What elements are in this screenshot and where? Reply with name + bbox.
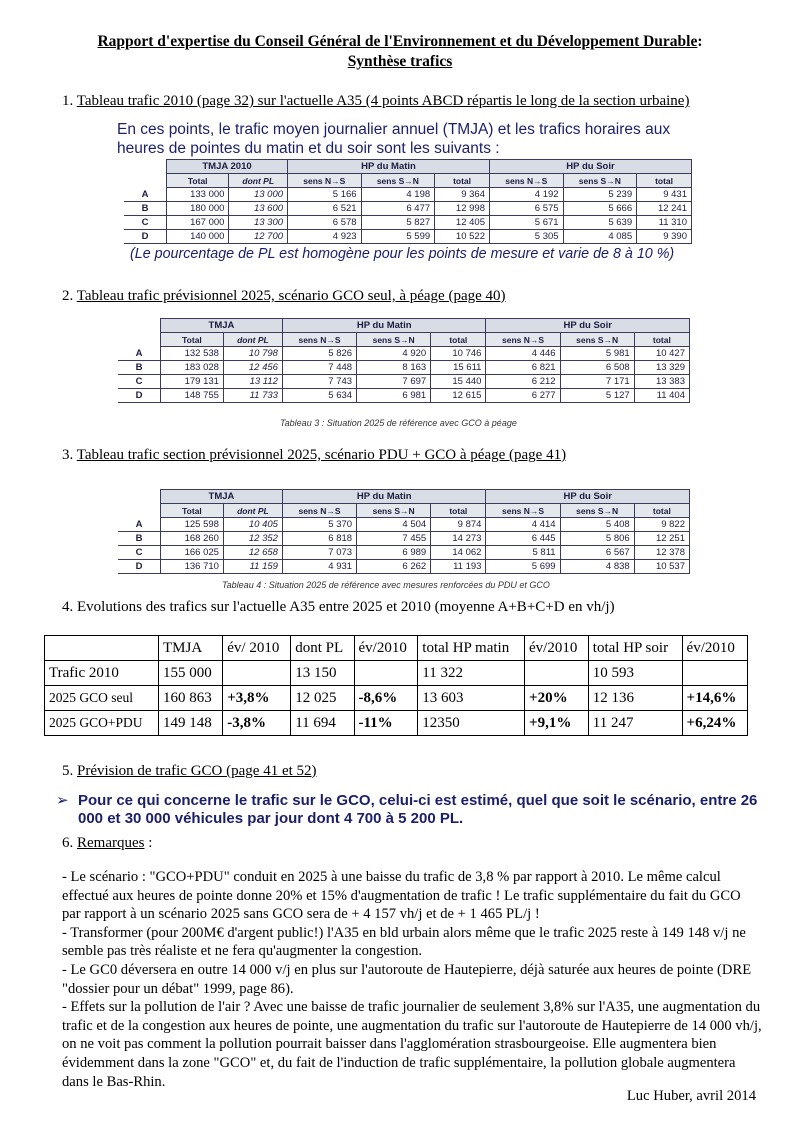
table-row — [45, 711, 748, 736]
sub-header: dont PL — [223, 504, 282, 518]
section4-heading: 4. Evolutions des trafics sur l'actuelle A35 entre 2025 et 2010 (moyenne A+B+C+D en vh/j) — [62, 599, 615, 615]
table-cell: 13 600 — [229, 202, 288, 216]
table-cell: 2025 GCO seul — [45, 686, 159, 711]
table-cell: 6 989 — [357, 546, 431, 560]
table-cell: 167 000 — [167, 216, 229, 230]
table-cell: 10 427 — [634, 347, 689, 361]
table-cell: 4 838 — [560, 560, 634, 574]
header-cell: év/2010 — [525, 636, 589, 661]
sub-header: dont PL — [229, 174, 288, 188]
gco-forecast-text: Pour ce qui concerne le trafic sur le GCO, celui-ci est estimé, quel que soit le scénario, entre 26 000 et 30 000 véhicules par jour dont 4 700 à 5 200 PL. — [78, 792, 758, 827]
sub-header: sens S→N — [361, 174, 435, 188]
table-cell: 6 981 — [357, 389, 431, 403]
table-cell: 7 073 — [282, 546, 356, 560]
table-cell: 14 062 — [431, 546, 486, 560]
section6-title: Remarques — [77, 835, 145, 851]
table-cell: 5 634 — [282, 389, 356, 403]
table-cell: +3,8% — [223, 686, 291, 711]
table-cell: 125 598 — [161, 518, 224, 532]
section1-heading — [62, 92, 689, 111]
table-cell: 149 148 — [159, 711, 223, 736]
table-cell: 5 671 — [489, 216, 563, 230]
table-row — [124, 188, 692, 202]
sub-header-row — [118, 504, 690, 518]
table-cell: 11 404 — [634, 389, 689, 403]
section3-title: Tableau trafic section prévisionnel 2025, scénario PDU + GCO à péage (page 41) — [76, 447, 567, 463]
table-row — [118, 347, 690, 361]
section5-heading — [62, 762, 317, 781]
corner-cell — [118, 333, 161, 347]
table-cell: 7 455 — [357, 532, 431, 546]
title-colon: : — [697, 33, 703, 50]
section6-colon: : — [144, 835, 153, 851]
remark-paragraph: - Effets sur la pollution de l'air ? Avec une baisse de trafic journalier de seulement 3,8% sur l'A35, une augmentation du trafic et de la congestion aux heures de pointe, une augmentation du trafic sur l'autoroute de Hautepierre de 14 000 vh/j, on ne voit pas comment la pollution pourrait baisser dans l'agglomération strasbourgeoise. Elle augmentera bien évidemment dans la zone "GCO" et, du fait de l'induction de trafic supplémentaire, la pollution globale augmentera dans le Bas-Rhin. — [62, 999, 762, 1090]
table-cell: -8,6% — [354, 686, 418, 711]
header-cell: total HP soir — [588, 636, 682, 661]
row-label: C — [124, 216, 167, 230]
header-row — [45, 636, 748, 661]
header-cell: év/2010 — [354, 636, 418, 661]
table-cell: 179 131 — [161, 375, 224, 389]
sub-header: total — [634, 504, 689, 518]
group-header: TMJA — [161, 319, 283, 333]
group-header: HP du Matin — [282, 319, 486, 333]
table-cell: 10 522 — [435, 230, 490, 244]
table-cell: 4 192 — [489, 188, 563, 202]
corner-cell — [118, 319, 161, 333]
table-cell: 5 408 — [560, 518, 634, 532]
table-cell: 12 251 — [634, 532, 689, 546]
table-row — [124, 202, 692, 216]
table-cell: 5 826 — [282, 347, 356, 361]
row-label: D — [118, 389, 161, 403]
section2-heading — [62, 287, 506, 306]
table-cell: 5 599 — [361, 230, 435, 244]
table-cell: 133 000 — [167, 188, 229, 202]
table-cell: 12350 — [418, 711, 525, 736]
table-cell: 11 310 — [637, 216, 692, 230]
table-cell: 4 923 — [288, 230, 362, 244]
table-cell: 6 818 — [282, 532, 356, 546]
corner-cell — [118, 504, 161, 518]
corner-cell — [118, 490, 161, 504]
table-cell: 4 198 — [361, 188, 435, 202]
sub-header: sens N→S — [282, 504, 356, 518]
row-label: D — [124, 230, 167, 244]
sub-header: Total — [167, 174, 229, 188]
table-cell — [682, 661, 747, 686]
table-cell: 6 262 — [357, 560, 431, 574]
table-cell: 4 931 — [282, 560, 356, 574]
table-cell: 148 755 — [161, 389, 224, 403]
row-label: D — [118, 560, 161, 574]
table-cell: 4 920 — [357, 347, 431, 361]
corner-cell — [124, 160, 167, 174]
section5-title: Prévision de trafic GCO (page 41 et 52) — [77, 763, 317, 779]
table-cell: 12 998 — [435, 202, 490, 216]
table-cell: 6 578 — [288, 216, 362, 230]
table-cell: 10 746 — [431, 347, 486, 361]
sub-header: sens N→S — [486, 504, 560, 518]
header-cell: TMJA — [159, 636, 223, 661]
table-cell: 10 405 — [223, 518, 282, 532]
table-cell: 6 477 — [361, 202, 435, 216]
table-cell: 12 658 — [223, 546, 282, 560]
section5-number: 5. — [62, 763, 77, 779]
sub-header: sens N→S — [282, 333, 356, 347]
table-cell: 6 575 — [489, 202, 563, 216]
signature: Luc Huber, avril 2014 — [626, 1088, 756, 1104]
table-cell: 5 370 — [282, 518, 356, 532]
table-cell: 15 611 — [431, 361, 486, 375]
table-cell — [525, 661, 589, 686]
section2-number: 2. — [62, 288, 77, 304]
table-cell: 11 159 — [223, 560, 282, 574]
table-cell: 140 000 — [167, 230, 229, 244]
remark-paragraph: - Le GC0 déversera en outre 14 000 v/j en plus sur l'autoroute de Hautepierre, déjà saturée aux heures de pointe (DRE "dossier pour un débat" 1999, page 86). — [62, 961, 752, 997]
table-cell: 12 352 — [223, 532, 282, 546]
table-cell: 5 981 — [560, 347, 634, 361]
gco-forecast — [56, 792, 776, 828]
table-cell: 15 440 — [431, 375, 486, 389]
section6-heading — [62, 834, 152, 853]
table-cell: 12 241 — [637, 202, 692, 216]
table-cell: 9 822 — [634, 518, 689, 532]
table-cell: 4 085 — [563, 230, 637, 244]
table-cell: 11 247 — [588, 711, 682, 736]
group-header-row — [124, 160, 692, 174]
table-cell: 12 456 — [223, 361, 282, 375]
remark-paragraph: - Le scénario : "GCO+PDU" conduit en 2025 à une baisse du trafic de 3,8 % par rapport à 2010. Le même calcul effectué aux heures de pointe donne 20% et 15% d'augmentation de trafic ! Le trafic supplémentaire du fait du GCO par rapport à un scénario 2025 sans GCO sera de + 4 157 vh/j et de + 1 465 PL/j ! — [62, 869, 741, 923]
title-line2: Synthèse trafics — [347, 53, 453, 70]
table-cell: 4 446 — [486, 347, 560, 361]
table-cell: 2025 GCO+PDU — [45, 711, 159, 736]
sub-header: sens S→N — [560, 333, 634, 347]
table-cell: 5 239 — [563, 188, 637, 202]
table-cell: 5 827 — [361, 216, 435, 230]
table-cell: 7 448 — [282, 361, 356, 375]
row-label: B — [118, 532, 161, 546]
sub-header: sens N→S — [489, 174, 563, 188]
table-cell: 7 697 — [357, 375, 431, 389]
group-header: HP du Soir — [489, 160, 691, 174]
table-cell: 10 798 — [223, 347, 282, 361]
table-2025-gco — [118, 318, 690, 403]
table-cell: 155 000 — [159, 661, 223, 686]
header-cell: év/2010 — [682, 636, 747, 661]
table-cell: +9,1% — [525, 711, 589, 736]
section3-heading — [62, 446, 566, 465]
sub-header-row — [124, 174, 692, 188]
table-cell: 5 166 — [288, 188, 362, 202]
table-cell: 11 193 — [431, 560, 486, 574]
group-header: HP du Soir — [486, 319, 690, 333]
table-cell — [223, 661, 291, 686]
section2-title: Tableau trafic prévisionnel 2025, scénario GCO seul, à péage (page 40) — [76, 288, 506, 304]
group-header: TMJA — [161, 490, 283, 504]
sub-header: sens N→S — [288, 174, 362, 188]
table-row — [118, 560, 690, 574]
bullet-arrow-icon: ➢ — [56, 792, 69, 809]
sub-header: Total — [161, 504, 224, 518]
table-cell: 5 666 — [563, 202, 637, 216]
table-cell: 5 699 — [486, 560, 560, 574]
table-row — [45, 661, 748, 686]
sub-header: sens N→S — [486, 333, 560, 347]
document-title — [0, 32, 800, 72]
table-2010 — [124, 159, 692, 244]
header-cell: dont PL — [291, 636, 354, 661]
remarks-body — [62, 868, 762, 1091]
table-cell: +20% — [525, 686, 589, 711]
table-cell: 14 273 — [431, 532, 486, 546]
section1-note: (Le pourcentage de PL est homogène pour les points de mesure et varie de 8 à 10 %) — [130, 246, 675, 262]
table-cell: 5 127 — [560, 389, 634, 403]
table-cell: 11 322 — [418, 661, 525, 686]
table-cell: 7 743 — [282, 375, 356, 389]
table-cell: 9 390 — [637, 230, 692, 244]
table-row — [118, 375, 690, 389]
table-cell: 13 150 — [291, 661, 354, 686]
header-cell: év/ 2010 — [223, 636, 291, 661]
sub-header: sens S→N — [357, 504, 431, 518]
table-cell: 6 821 — [486, 361, 560, 375]
table-row — [118, 532, 690, 546]
table-cell: 12 136 — [588, 686, 682, 711]
table-cell: 6 445 — [486, 532, 560, 546]
row-label: A — [124, 188, 167, 202]
section1-number: 1. — [62, 93, 77, 109]
row-label: A — [118, 518, 161, 532]
table-cell: 6 567 — [560, 546, 634, 560]
table-cell: +6,24% — [682, 711, 747, 736]
table2-caption: Tableau 3 : Situation 2025 de référence avec GCO à péage — [280, 418, 517, 428]
row-label: C — [118, 546, 161, 560]
section3-number: 3. — [62, 447, 77, 463]
group-header-row — [118, 319, 690, 333]
corner-cell — [124, 174, 167, 188]
table-cell: 168 260 — [161, 532, 224, 546]
table-cell: 7 171 — [560, 375, 634, 389]
table-cell: 9 431 — [637, 188, 692, 202]
table-cell: 4 414 — [486, 518, 560, 532]
sub-header: total — [431, 504, 486, 518]
table-cell: 6 521 — [288, 202, 362, 216]
sub-header: sens S→N — [560, 504, 634, 518]
table-cell: 5 811 — [486, 546, 560, 560]
row-label: B — [118, 361, 161, 375]
table-cell: -11% — [354, 711, 418, 736]
sub-header: total — [637, 174, 692, 188]
sub-header-row — [118, 333, 690, 347]
table-evolutions — [44, 635, 748, 736]
table-row — [118, 546, 690, 560]
table-2025-pdu-gco — [118, 489, 690, 574]
remark-paragraph: - Transformer (pour 200M€ d'argent public!) l'A35 en bld urbain alors même que le trafic 2025 reste à 149 148 v/j ne semble pas très réaliste et ne fera qu'augmenter la congestion. — [62, 924, 746, 960]
table-cell: -3,8% — [223, 711, 291, 736]
sub-header: dont PL — [223, 333, 282, 347]
table-cell: +14,6% — [682, 686, 747, 711]
table-cell: 13 112 — [223, 375, 282, 389]
table-cell: 160 863 — [159, 686, 223, 711]
table-cell: 13 329 — [634, 361, 689, 375]
table3-caption: Tableau 4 : Situation 2025 de référence avec mesures renforcées du PDU et GCO — [222, 580, 550, 590]
table-cell — [354, 661, 418, 686]
table-cell: 5 806 — [560, 532, 634, 546]
table-row — [45, 686, 748, 711]
table-row — [118, 518, 690, 532]
section6-number: 6. — [62, 835, 77, 851]
table-cell: 12 615 — [431, 389, 486, 403]
table-row — [118, 389, 690, 403]
table-cell: Trafic 2010 — [45, 661, 159, 686]
sub-header: total — [431, 333, 486, 347]
table-cell: 180 000 — [167, 202, 229, 216]
title-line1: Rapport d'expertise du Conseil Général de l'Environnement et du Développement Durable — [97, 33, 698, 50]
table-row — [124, 216, 692, 230]
header-cell: total HP matin — [418, 636, 525, 661]
table-cell: 136 710 — [161, 560, 224, 574]
group-header-row — [118, 490, 690, 504]
group-header: HP du Matin — [288, 160, 490, 174]
group-header: HP du Matin — [282, 490, 486, 504]
table-cell: 6 212 — [486, 375, 560, 389]
table-cell: 13 603 — [418, 686, 525, 711]
table-cell: 13 000 — [229, 188, 288, 202]
row-label: C — [118, 375, 161, 389]
table-cell: 12 405 — [435, 216, 490, 230]
table-cell: 10 593 — [588, 661, 682, 686]
section1-title: Tableau trafic 2010 (page 32) sur l'actuelle A35 (4 points ABCD répartis le long de la section urbaine) — [76, 93, 690, 109]
table-cell: 12 025 — [291, 686, 354, 711]
header-cell — [45, 636, 159, 661]
table-cell: 5 639 — [563, 216, 637, 230]
sub-header: total — [435, 174, 490, 188]
table-cell: 11 694 — [291, 711, 354, 736]
table-cell: 12 700 — [229, 230, 288, 244]
row-label: A — [118, 347, 161, 361]
sub-header: sens S→N — [563, 174, 637, 188]
table-cell: 4 504 — [357, 518, 431, 532]
table-row — [124, 230, 692, 244]
table-cell: 9 364 — [435, 188, 490, 202]
sub-header: sens S→N — [357, 333, 431, 347]
group-header: TMJA 2010 — [167, 160, 288, 174]
table-cell: 183 028 — [161, 361, 224, 375]
table-cell: 13 300 — [229, 216, 288, 230]
table-cell: 11 733 — [223, 389, 282, 403]
table-cell: 9 874 — [431, 518, 486, 532]
table-cell: 132 538 — [161, 347, 224, 361]
table-cell: 6 508 — [560, 361, 634, 375]
sub-header: total — [634, 333, 689, 347]
table-row — [118, 361, 690, 375]
row-label: B — [124, 202, 167, 216]
table-cell: 6 277 — [486, 389, 560, 403]
sub-header: Total — [161, 333, 224, 347]
table-cell: 10 537 — [634, 560, 689, 574]
table-cell: 12 378 — [634, 546, 689, 560]
section1-intro: En ces points, le trafic moyen journalier annuel (TMJA) et les trafics horaires aux heures de pointes du matin et du soir sont les suivants : — [117, 121, 671, 157]
table-cell: 13 383 — [634, 375, 689, 389]
table-cell: 166 025 — [161, 546, 224, 560]
table-cell: 8 163 — [357, 361, 431, 375]
table-cell: 5 305 — [489, 230, 563, 244]
group-header: HP du Soir — [486, 490, 690, 504]
